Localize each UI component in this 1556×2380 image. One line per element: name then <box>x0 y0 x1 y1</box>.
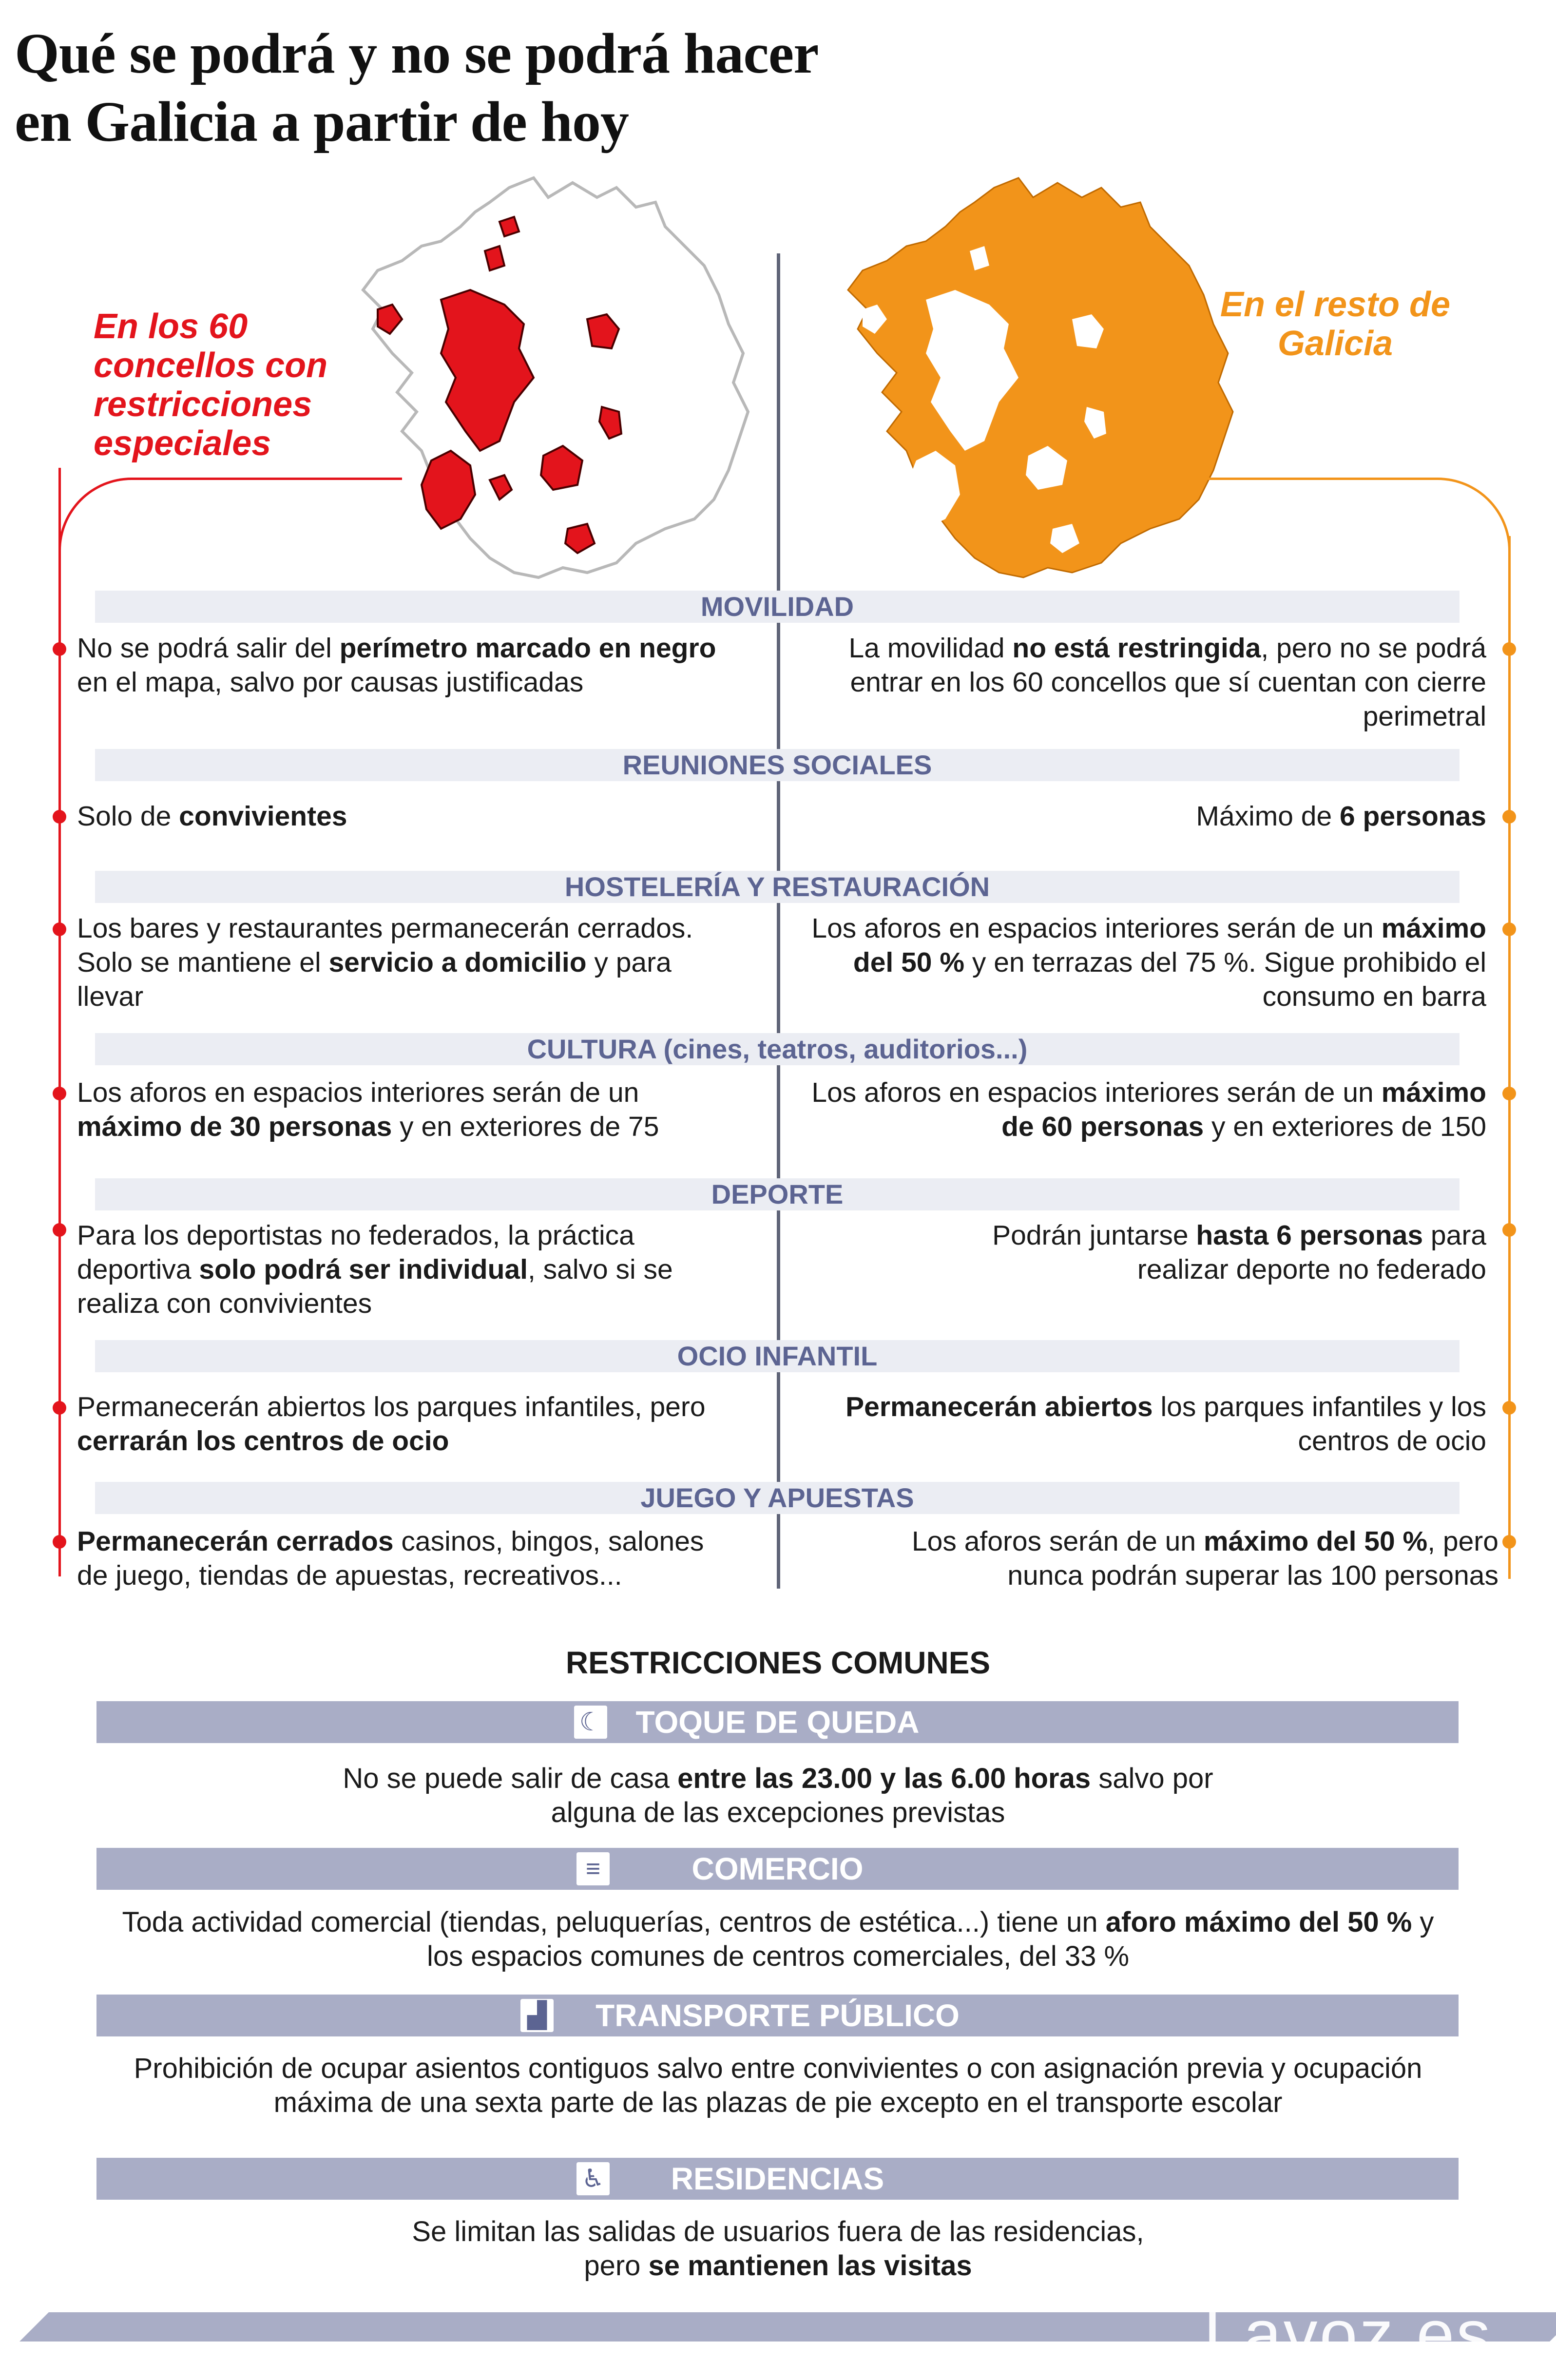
movilidad-right-text: La movilidad no está restringida, pero no se podrá entrar en los 60 concellos que sí cuentan con cierre perimetral <box>848 633 1486 732</box>
bullet-orange <box>1502 1087 1516 1100</box>
common-bar-comercio <box>96 1848 1459 1890</box>
hosteleria-right-text: Los aforos en espacios interiores serán de un máximo del 50 % y en terrazas del 75 %. Sigue prohibido el consumo en barra <box>811 913 1486 1012</box>
page-title <box>15 19 1087 156</box>
cultura-left-text: Los aforos en espacios interiores serán de un máximo de 30 personas y en exteriores de 75 <box>77 1077 659 1142</box>
deporte-right-text: Podrán juntarse hasta 6 personas para realizar deporte no federado <box>992 1220 1486 1285</box>
common-text-transporte: Prohibición de ocupar asientos contiguos salvo entre convivientes o con asignación previa y ocupación máxima de una sexta parte de las plazas de pie excepto en el transporte escolar <box>134 2053 1422 2118</box>
label-restricted-concellos: En los 60 concellos con restricciones especiales <box>94 307 328 463</box>
reuniones-left-text: Solo de convivientes <box>77 801 347 832</box>
map-restricted-concellos <box>344 168 768 587</box>
bullet-red <box>53 922 66 936</box>
ocio-left-text: Permanecerán abiertos los parques infantiles, pero cerrarán los centros de ocio <box>77 1391 706 1457</box>
elderly-person-icon: ♿ <box>576 2162 610 2195</box>
orange-connector-line <box>1508 536 1511 1579</box>
juego-right-text: Los aforos serán de un máximo del 50 %, pero nunca podrán superar las 100 personas <box>911 1526 1498 1591</box>
bullet-orange <box>1502 1535 1516 1549</box>
section-title-reuniones: REUNIONES SOCIALES <box>95 749 1460 781</box>
brand-logo: Lavoz.es <box>1204 2296 1493 2372</box>
bullet-red <box>53 810 66 824</box>
section-title-cultura: CULTURA (cines, teatros, auditorios...) <box>95 1033 1460 1065</box>
bullet-orange <box>1502 1401 1516 1415</box>
hosteleria-left-text: Los bares y restaurantes permanecerán cerrados. Solo se mantiene el servicio a domicilio y para llevar <box>77 913 693 1012</box>
bus-seat-icon: ▟ <box>520 1999 554 2032</box>
title-line-2: en Galicia a partir de hoy <box>15 90 629 154</box>
shop-icon: ≡ <box>576 1852 610 1885</box>
common-bar-residencias <box>96 2158 1459 2200</box>
bullet-red <box>53 1087 66 1100</box>
moon-icon: ☾ <box>574 1706 607 1739</box>
section-title-movilidad: MOVILIDAD <box>95 591 1460 623</box>
bullet-orange <box>1502 810 1516 824</box>
common-title-residencias: RESIDENCIAS <box>671 2161 884 2196</box>
common-title-toque: TOQUE DE QUEDA <box>635 1705 920 1740</box>
section-title-hosteleria: HOSTELERÍA Y RESTAURACIÓN <box>95 871 1460 903</box>
section-title-ocio-infantil: OCIO INFANTIL <box>95 1340 1460 1372</box>
juego-left-text: Permanecerán cerrados casinos, bingos, salones de juego, tiendas de apuestas, recreativos... <box>77 1526 704 1591</box>
ocio-right-text: Permanecerán abiertos los parques infantiles y los centros de ocio <box>845 1391 1486 1457</box>
common-text-comercio: Toda actividad comercial (tiendas, peluquerías, centros de estética...) tiene un aforo máximo del 50 % y los espacios comunes de centros comerciales, del 33 % <box>122 1906 1434 1972</box>
restricted-area-1 <box>499 217 519 236</box>
bullet-orange <box>1502 922 1516 936</box>
common-bar-transporte <box>96 1995 1459 2036</box>
common-title-comercio: COMERCIO <box>692 1851 864 1886</box>
center-divider <box>777 253 780 1589</box>
bullet-red <box>53 1535 66 1549</box>
title-line-1: Qué se podrá y no se podrá hacer <box>15 21 819 85</box>
common-text-toque: No se puede salir de casa entre las 23.00 y las 6.00 horas salvo por alguna de las excepciones previstas <box>343 1763 1213 1828</box>
bullet-orange <box>1502 1223 1516 1237</box>
section-title-juego: JUEGO Y APUESTAS <box>95 1482 1460 1514</box>
movilidad-left-text: No se podrá salir del perímetro marcado en negro en el mapa, salvo por causas justificadas <box>77 633 716 698</box>
orange-connector-curve <box>1170 478 1511 553</box>
bullet-red <box>53 1223 66 1237</box>
common-restrictions-title: RESTRICCIONES COMUNES <box>565 1645 991 1680</box>
deporte-left-text: Para los deportistas no federados, la práctica deportiva solo podrá ser individual, salvo si se realiza con convivientes <box>77 1220 673 1319</box>
bullet-orange <box>1502 642 1516 656</box>
common-title-transporte: TRANSPORTE PÚBLICO <box>596 1998 960 2033</box>
common-bar-toque-de-queda <box>96 1701 1459 1743</box>
cultura-right-text: Los aforos en espacios interiores serán de un máximo de 60 personas y en exteriores de 150 <box>811 1077 1486 1142</box>
bullet-red <box>53 1401 66 1415</box>
section-title-deporte: DEPORTE <box>95 1178 1460 1210</box>
label-rest-of-galicia: En el resto de Galicia <box>1220 285 1451 363</box>
common-text-residencias: Se limitan las salidas de usuarios fuera de las residencias, pero se mantienen las visitas <box>412 2216 1144 2282</box>
red-connector-curve <box>58 478 402 553</box>
bullet-red <box>53 642 66 656</box>
reuniones-right-text: Máximo de 6 personas <box>1196 801 1486 832</box>
galicia-outline-left <box>363 178 748 577</box>
